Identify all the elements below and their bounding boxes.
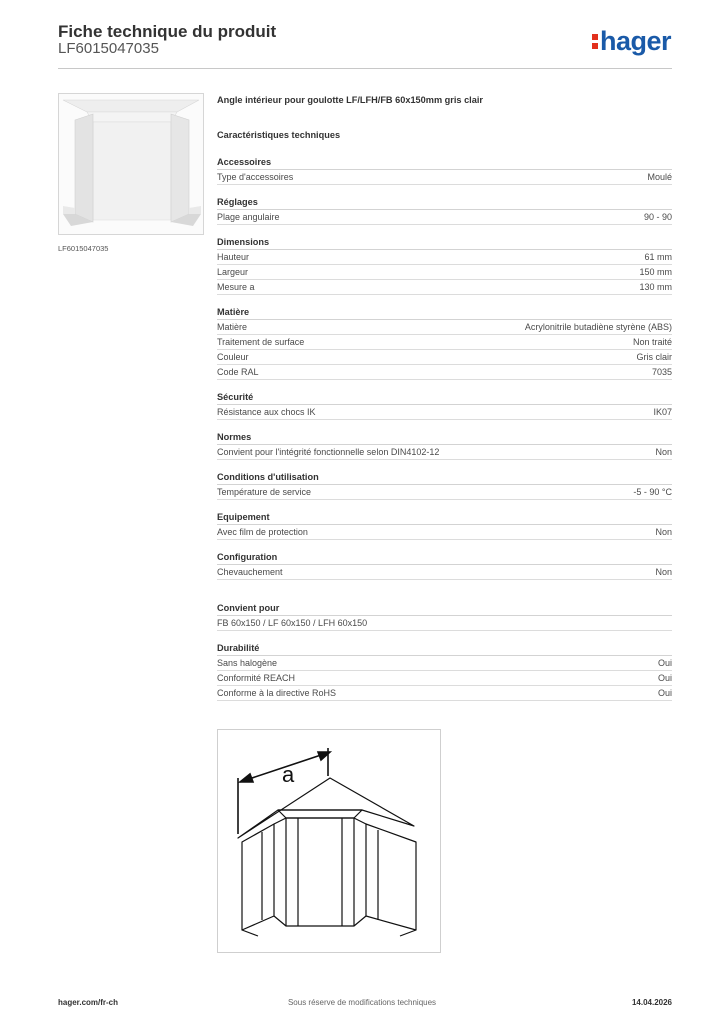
spec-label: Conforme à la directive RoHS <box>217 688 337 698</box>
section-spacer <box>217 225 672 235</box>
spec-section <box>217 430 672 460</box>
spec-row <box>217 335 672 350</box>
spec-row <box>217 265 672 280</box>
section-title: Conditions d'utilisation <box>217 470 672 485</box>
spec-row <box>217 616 672 631</box>
spec-label: Hauteur <box>217 252 250 262</box>
spec-value: Moulé <box>647 172 672 182</box>
spec-label: Convient pour l'intégrité fonctionnelle selon DIN4102-12 <box>217 447 440 457</box>
section-spacer <box>217 420 672 430</box>
section-title: Accessoires <box>217 155 672 170</box>
section-spacer <box>217 295 672 305</box>
corner-drawing-icon <box>218 730 440 952</box>
spec-value: Oui <box>657 658 672 668</box>
spec-value: Gris clair <box>636 352 672 362</box>
spec-row <box>217 656 672 671</box>
spec-label: Température de service <box>217 487 312 497</box>
spec-section <box>217 510 672 540</box>
product-description: Angle intérieur pour goulotte LF/LFH/FB 60x150mm gris clair <box>217 95 483 105</box>
spec-label: Résistance aux chocs IK <box>217 407 316 417</box>
spec-row <box>217 365 672 380</box>
hager-logo[interactable] <box>592 26 671 57</box>
spec-row <box>217 280 672 295</box>
spec-row <box>217 671 672 686</box>
spec-section <box>217 155 672 185</box>
section-title: Configuration <box>217 550 672 565</box>
spec-row <box>217 320 672 335</box>
spec-value: -5 - 90 °C <box>633 487 672 497</box>
section-title: Réglages <box>217 195 672 210</box>
spec-value: Acrylonitrile butadiène styrène (ABS) <box>524 322 672 332</box>
spec-row <box>217 170 672 185</box>
footer-website-link[interactable]: hager.com/fr-ch <box>58 998 119 1007</box>
spec-label: Sans halogène <box>217 658 278 668</box>
section-spacer <box>217 380 672 390</box>
spec-row <box>217 210 672 225</box>
spec-label: Matière <box>217 322 248 332</box>
spec-section <box>217 195 672 225</box>
spec-label: Mesure a <box>217 282 255 292</box>
spec-section <box>217 641 672 701</box>
spec-row <box>217 445 672 460</box>
logo-text: hager <box>600 26 672 56</box>
section-spacer <box>217 185 672 195</box>
spec-value: Oui <box>657 673 672 683</box>
section-title: Durabilité <box>217 641 672 656</box>
spec-value: IK07 <box>653 407 672 417</box>
spec-label: Traitement de surface <box>217 337 305 347</box>
section-title: Dimensions <box>217 235 672 250</box>
spec-value: Oui <box>657 688 672 698</box>
footer-date: 14.04.2026 <box>631 998 672 1007</box>
spec-value: 90 - 90 <box>643 212 672 222</box>
spec-value: 7035 <box>651 367 672 377</box>
specifications-column <box>217 95 672 745</box>
footer-disclaimer: Sous réserve de modifications techniques <box>287 998 437 1007</box>
spec-row <box>217 686 672 701</box>
spec-section <box>217 235 672 295</box>
spec-row <box>217 485 672 500</box>
spec-value: Non <box>655 567 672 577</box>
section-spacer <box>217 500 672 510</box>
spec-row <box>217 350 672 365</box>
spec-value: Non <box>655 527 672 537</box>
spec-label: Plage angulaire <box>217 212 280 222</box>
spec-label: FB 60x150 / LF 60x150 / LFH 60x150 <box>217 618 368 628</box>
spec-value: Non <box>655 447 672 457</box>
spec-section <box>217 550 672 580</box>
dimension-label: a <box>282 762 295 787</box>
section-spacer <box>217 460 672 470</box>
spec-section <box>217 390 672 420</box>
spec-label: Avec film de protection <box>217 527 308 537</box>
spec-value: 130 mm <box>639 282 672 292</box>
spec-section <box>217 470 672 500</box>
section-title: Convient pour <box>217 601 672 616</box>
technical-characteristics-heading: Caractéristiques techniques <box>217 130 341 140</box>
spec-row <box>217 250 672 265</box>
section-title: Matière <box>217 305 672 320</box>
header-divider <box>58 68 672 69</box>
spec-row <box>217 565 672 580</box>
product-photo-icon <box>59 94 203 234</box>
spec-value: Non traité <box>632 337 672 347</box>
spec-value: 150 mm <box>639 267 672 277</box>
section-title: Equipement <box>217 510 672 525</box>
product-photo <box>58 93 204 235</box>
spec-value: 61 mm <box>644 252 672 262</box>
spec-label: Conformité REACH <box>217 673 296 683</box>
section-spacer <box>217 701 672 711</box>
spec-label: Largeur <box>217 267 249 277</box>
spec-label: Couleur <box>217 352 249 362</box>
photo-caption: LF6015047035 <box>58 244 109 253</box>
page-title: Fiche technique du produit <box>58 22 277 41</box>
spec-label: Chevauchement <box>217 567 283 577</box>
spec-section <box>217 305 672 380</box>
section-title: Sécurité <box>217 390 672 405</box>
section-title: Normes <box>217 430 672 445</box>
spec-row <box>217 525 672 540</box>
product-reference: LF6015047035 <box>58 40 159 57</box>
section-spacer <box>217 540 672 550</box>
spec-row <box>217 405 672 420</box>
spec-sections <box>217 155 672 711</box>
section-spacer <box>217 631 672 641</box>
spec-label: Code RAL <box>217 367 259 377</box>
technical-drawing <box>217 729 441 953</box>
spec-label: Type d'accessoires <box>217 172 294 182</box>
logo-mark-icon <box>592 32 599 50</box>
section-spacer <box>217 580 672 601</box>
spec-section <box>217 601 672 631</box>
